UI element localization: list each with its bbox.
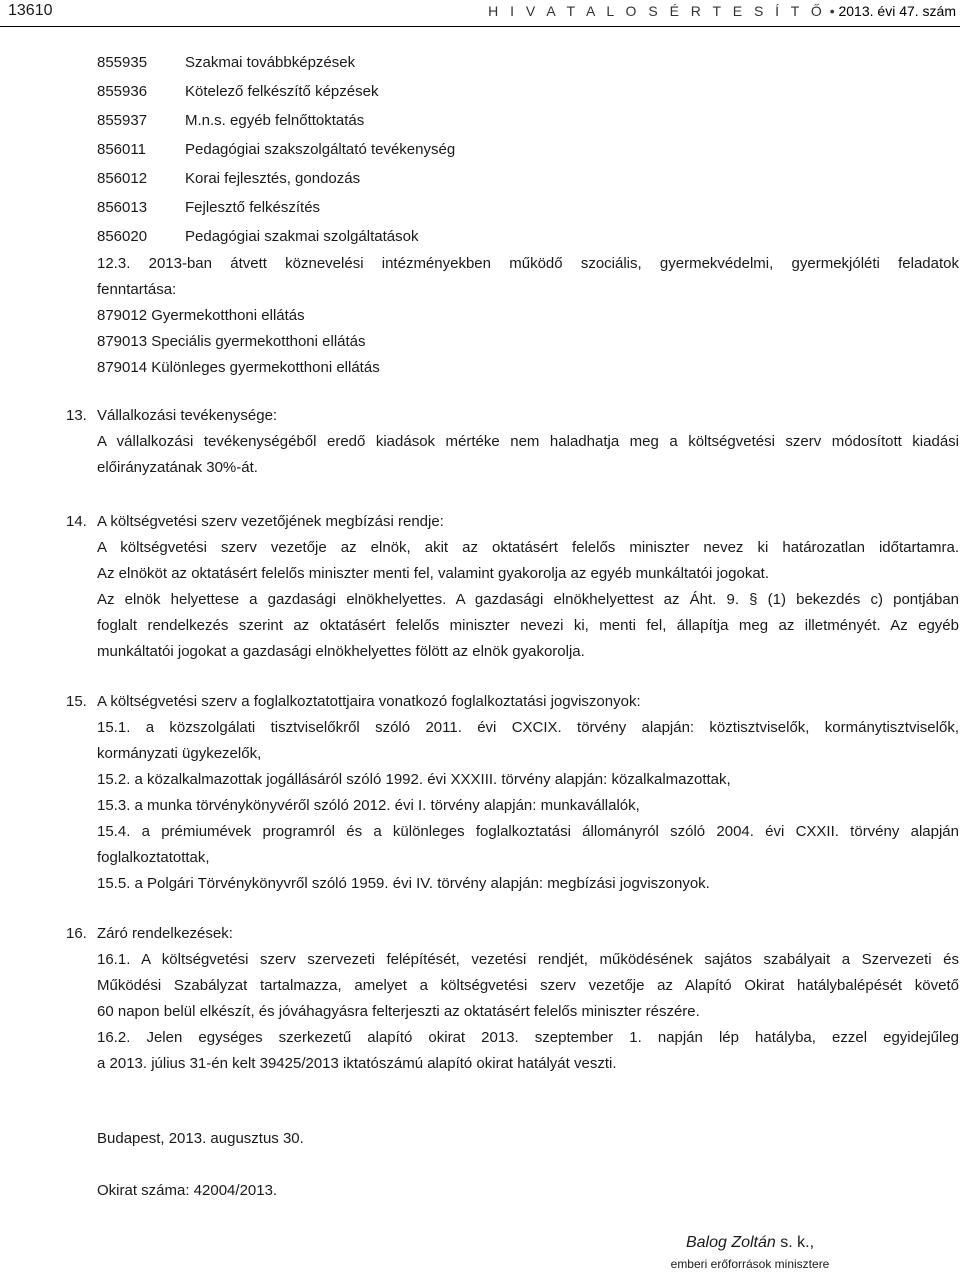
paragraph-line: 15.4. a prémiumévek programról és a különleges foglalkoztatási állományról szóló 2004. évi CXXII. törvény alapján <box>97 823 959 840</box>
paragraph-line: 16.2. Jelen egységes szerkezetű alapító okirat 2013. szeptember 1. napján lép hatályba, ezzel egyidejűleg <box>97 1029 959 1046</box>
paragraph-line: munkáltatói jogokat a gazdasági elnökhelyettes fölött az elnök gyakorolja. <box>97 643 585 660</box>
paragraph-line: 15.2. a közalkalmazottak jogállásáról szóló 1992. évi XXXIII. törvény alapján: közalkalmazottak, <box>97 771 731 788</box>
activity-code: 855935 <box>97 54 148 71</box>
paragraph-line: foglalkoztatottak, <box>97 849 210 866</box>
section-number: 13. <box>66 407 87 424</box>
code-row <box>97 223 455 252</box>
activity-code: 856013 <box>97 199 148 216</box>
paragraph-line: Az elnök helyettese a gazdasági elnökhelyettes. A gazdasági elnökhelyettest az Áht. 9. § (1) bekezdés c) pontjában <box>97 591 959 608</box>
section-heading: A költségvetési szerv vezetőjének megbízási rendje: <box>97 513 444 530</box>
section-14 <box>97 509 959 665</box>
activity-label: Fejlesztő felkészítés <box>185 199 321 216</box>
paragraph-line: 60 napon belül elkészít, és jóváhagyásra felterjeszti az oktatásért felelős miniszter részére. <box>97 1003 700 1020</box>
code-row <box>97 107 455 136</box>
activity-label: Pedagógiai szakszolgáltató tevékenység <box>185 141 456 158</box>
list-item: 879014 Különleges gyermekotthoni ellátás <box>97 359 380 376</box>
activity-code: 856011 <box>97 141 146 158</box>
activity-code: 855936 <box>97 83 148 100</box>
paragraph-line: Az elnököt az oktatásért felelős miniszter menti fel, valamint gyakorolja az egyéb munkáltatói jogokat. <box>97 565 769 582</box>
header-rule <box>0 26 960 27</box>
section-12-3 <box>97 251 959 381</box>
document-number: Okirat száma: 42004/2013. <box>97 1182 278 1199</box>
paragraph-line: 16.1. A költségvetési szerv szervezeti felépítését, vezetési rendjét, működésének sajátos szabályait a Szervezeti és <box>97 951 959 968</box>
activity-label: Szakmai továbbképzések <box>185 54 356 71</box>
journal-date: 2013. évi 47. szám <box>838 3 956 19</box>
section-heading: Vállalkozási tevékenysége: <box>97 407 278 424</box>
paragraph-line: foglalt rendelkezés szerint az oktatásért felelős miniszter nevezi ki, menti fel, állapítja meg az illetményét. Az egyéb <box>97 617 959 634</box>
code-row <box>97 136 455 165</box>
activity-label: Pedagógiai szakmai szolgáltatások <box>185 228 419 245</box>
signatory-suffix: s. k., <box>775 1234 815 1251</box>
list-item: 879013 Speciális gyermekotthoni ellátás <box>97 333 366 350</box>
activity-code: 855937 <box>97 112 148 129</box>
section-number: 14. <box>66 513 87 530</box>
section-15 <box>97 689 959 897</box>
journal-title: H I V A T A L O S É R T E S Í T Ő <box>488 3 826 19</box>
section-heading: A költségvetési szerv a foglalkoztatottjaira vonatkozó foglalkoztatási jogviszonyok: <box>97 693 641 710</box>
section-heading: Záró rendelkezések: <box>97 925 233 942</box>
journal-info <box>488 3 956 19</box>
paragraph-line: Működési Szabályzat tartalmazza, amelyet a költségvetési szerv vezetője az Alapító Okirat hatálybalépését követő <box>97 977 959 994</box>
paragraph-line: a 2013. július 31-én kelt 39425/2013 iktatószámú alapító okirat hatályát veszti. <box>97 1055 617 1072</box>
signatory-name: Balog Zoltán <box>685 1234 776 1251</box>
paragraph-line: előirányzatának 30%-át. <box>97 459 258 476</box>
signatory-title: emberi erőforrások minisztere <box>670 1257 830 1271</box>
journal-bullet: • <box>829 3 835 19</box>
section-13 <box>97 403 959 481</box>
activity-code: 856020 <box>97 228 148 245</box>
paragraph-line: 15.3. a munka törvénykönyvéről szóló 2012. évi I. törvény alapján: munkavállalók, <box>97 797 640 814</box>
paragraph-line: A vállalkozási tevékenységéből eredő kiadások mértéke nem haladhatja meg a költségvetési szerv módosított kiadási <box>97 433 959 450</box>
paragraph-line: 12.3. 2013-ban átvett köznevelési intézményekben működő szociális, gyermekvédelmi, gyermekjóléti feladatok <box>97 255 959 272</box>
code-row <box>97 194 455 223</box>
paragraph-line: 15.1. a közszolgálati tisztviselőkről szóló 2011. évi CXCIX. törvény alapján: köztisztviselők, kormánytisztviselők, <box>97 719 959 736</box>
paragraph-line: kormányzati ügykezelők, <box>97 745 262 762</box>
section-number: 15. <box>66 693 87 710</box>
activity-label: Kötelező felkészítő képzések <box>185 83 379 100</box>
code-row <box>97 78 455 107</box>
paragraph-line: A költségvetési szerv vezetője az elnök, akit az oktatásért felelős miniszter nevez ki határozatlan időtartamra. <box>97 539 959 556</box>
activity-code-list <box>97 49 455 252</box>
activity-code: 856012 <box>97 170 148 187</box>
paragraph-line: fenntartása: <box>97 281 177 298</box>
code-row <box>97 49 455 78</box>
signature-block <box>665 1232 835 1272</box>
list-item: 879012 Gyermekotthoni ellátás <box>97 307 305 324</box>
signatory-line <box>665 1232 835 1254</box>
paragraph-line: 15.5. a Polgári Törvénykönyvről szóló 1959. évi IV. törvény alapján: megbízási jogviszonyok. <box>97 875 710 892</box>
activity-label: Korai fejlesztés, gondozás <box>185 170 361 187</box>
code-row <box>97 165 455 194</box>
place-date: Budapest, 2013. augusztus 30. <box>97 1130 304 1147</box>
section-number: 16. <box>66 925 87 942</box>
section-16 <box>97 921 959 1077</box>
page-header <box>0 0 960 30</box>
page-number: 13610 <box>8 2 53 19</box>
activity-label: M.n.s. egyéb felnőttoktatás <box>185 112 365 129</box>
